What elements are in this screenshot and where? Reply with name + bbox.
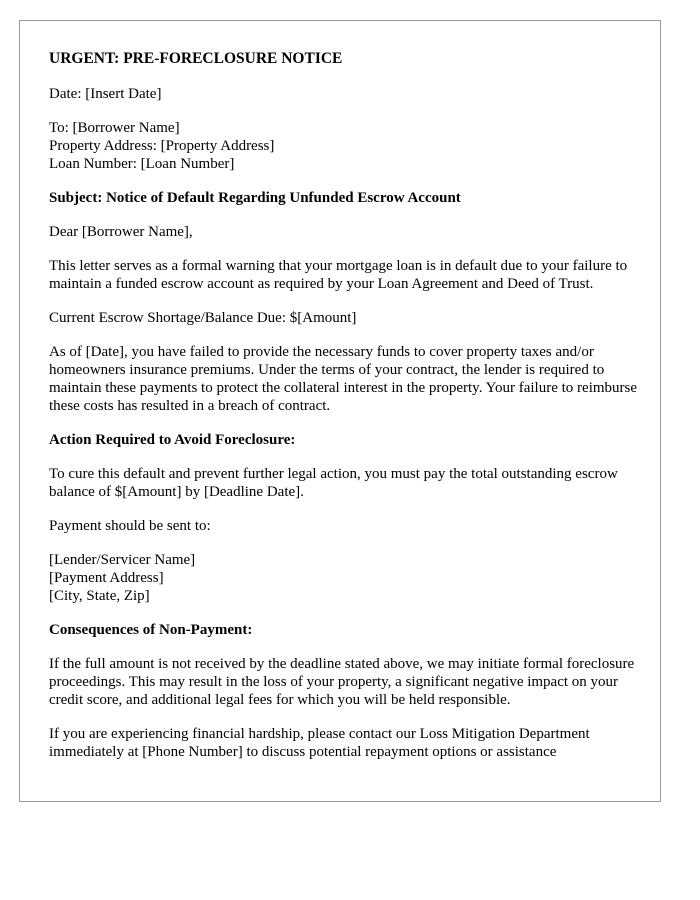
payment-address-line3: [City, State, Zip] [49, 588, 150, 604]
payment-intro: Payment should be sent to: [49, 518, 211, 534]
paragraph-cure: To cure this default and prevent further legal action, you must pay the total outstanding escrow balance of $[Amount] by [Deadline Date]. [49, 466, 618, 500]
recipient-loan-number: Loan Number: [Loan Number] [49, 156, 235, 172]
payment-address-block [49, 551, 639, 605]
paragraph-hardship: If you are experiencing financial hardship, please contact our Loss Mitigation Department immediately at [Phone Number] to discuss potential repayment options or assistance [49, 726, 590, 760]
subject-line: Subject: Notice of Default Regarding Unfunded Escrow Account [49, 190, 461, 206]
salutation: Dear [Borrower Name], [49, 224, 193, 240]
date-line: Date: [Insert Date] [49, 86, 162, 102]
consequences-heading: Consequences of Non-Payment: [49, 622, 253, 638]
payment-address-line1: [Lender/Servicer Name] [49, 552, 196, 568]
shortage-line: Current Escrow Shortage/Balance Due: $[Amount] [49, 310, 357, 326]
paragraph-consequences: If the full amount is not received by the deadline stated above, we may initiate formal foreclosure proceedings. This may result in the loss of your property, a significant negative impact on your credit score, and additional legal fees for which you will be held responsible. [49, 656, 635, 708]
paragraph-warning: This letter serves as a formal warning that your mortgage loan is in default due to your failure to maintain a funded escrow account as required by your Loan Agreement and Deed of Trust. [49, 258, 628, 292]
recipient-block [49, 119, 639, 173]
payment-address-line2: [Payment Address] [49, 570, 164, 586]
action-heading: Action Required to Avoid Foreclosure: [49, 432, 296, 448]
letter-title: URGENT: PRE-FORECLOSURE NOTICE [49, 50, 343, 67]
letter-body [49, 50, 639, 777]
recipient-property-address: Property Address: [Property Address] [49, 138, 275, 154]
recipient-to: To: [Borrower Name] [49, 120, 180, 136]
paragraph-details: As of [Date], you have failed to provide the necessary funds to cover property taxes and/or homeowners insurance premiums. Under the terms of your contract, the lender is required to maintain these payments to protect the collateral interest in the property. Your failure to reimburse these costs has resulted in a breach of contract. [49, 344, 638, 414]
letter-page [19, 20, 661, 802]
